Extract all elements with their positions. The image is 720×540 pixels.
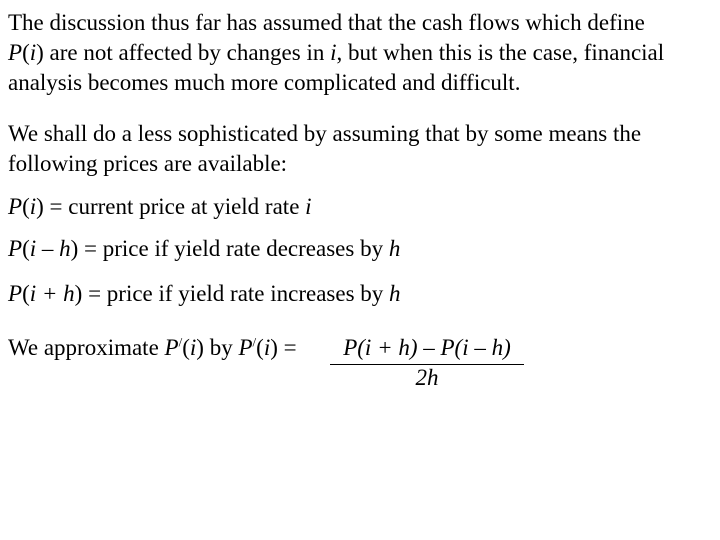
assumption-line-2: following prices are available: xyxy=(8,151,288,176)
fraction-numerator: P(i + h) – P(i – h) xyxy=(343,335,511,360)
assumption-line-1: We shall do a less sophisticated by assuming that by some means the xyxy=(8,121,642,146)
paragraph-assumption xyxy=(8,119,641,179)
symbol-i: i xyxy=(29,40,37,65)
intro-line-1: The discussion thus far has assumed that the cash flows which define xyxy=(8,10,645,35)
symbol-P: P xyxy=(8,40,23,65)
definition-current-price: P(i) = current price at yield rate i xyxy=(8,194,312,219)
symbol-i: i xyxy=(330,40,337,65)
definition-price-increase: P(i + h) = price if yield rate increases by h xyxy=(8,281,401,306)
intro-line-2-rest: , but when this is the case, financial xyxy=(336,40,665,65)
fraction-denominator: 2h xyxy=(415,365,439,390)
paragraph-intro: The discussion thus far has assumed that the cash flows which define P(i) are not affected by changes in i, but when this is the case, financial analysis becomes much more complicated and difficult. xyxy=(8,10,665,95)
definition-price-decrease: P(i – h) = price if yield rate decreases by h xyxy=(8,236,401,261)
difference-quotient-fraction xyxy=(330,335,524,391)
intro-line-2-mid: ) are not affected by changes in xyxy=(36,40,331,65)
approximation-statement: We approximate P/(i) by P/(i) = xyxy=(8,334,297,360)
intro-line-3: analysis becomes much more complicated and difficult. xyxy=(8,70,521,95)
